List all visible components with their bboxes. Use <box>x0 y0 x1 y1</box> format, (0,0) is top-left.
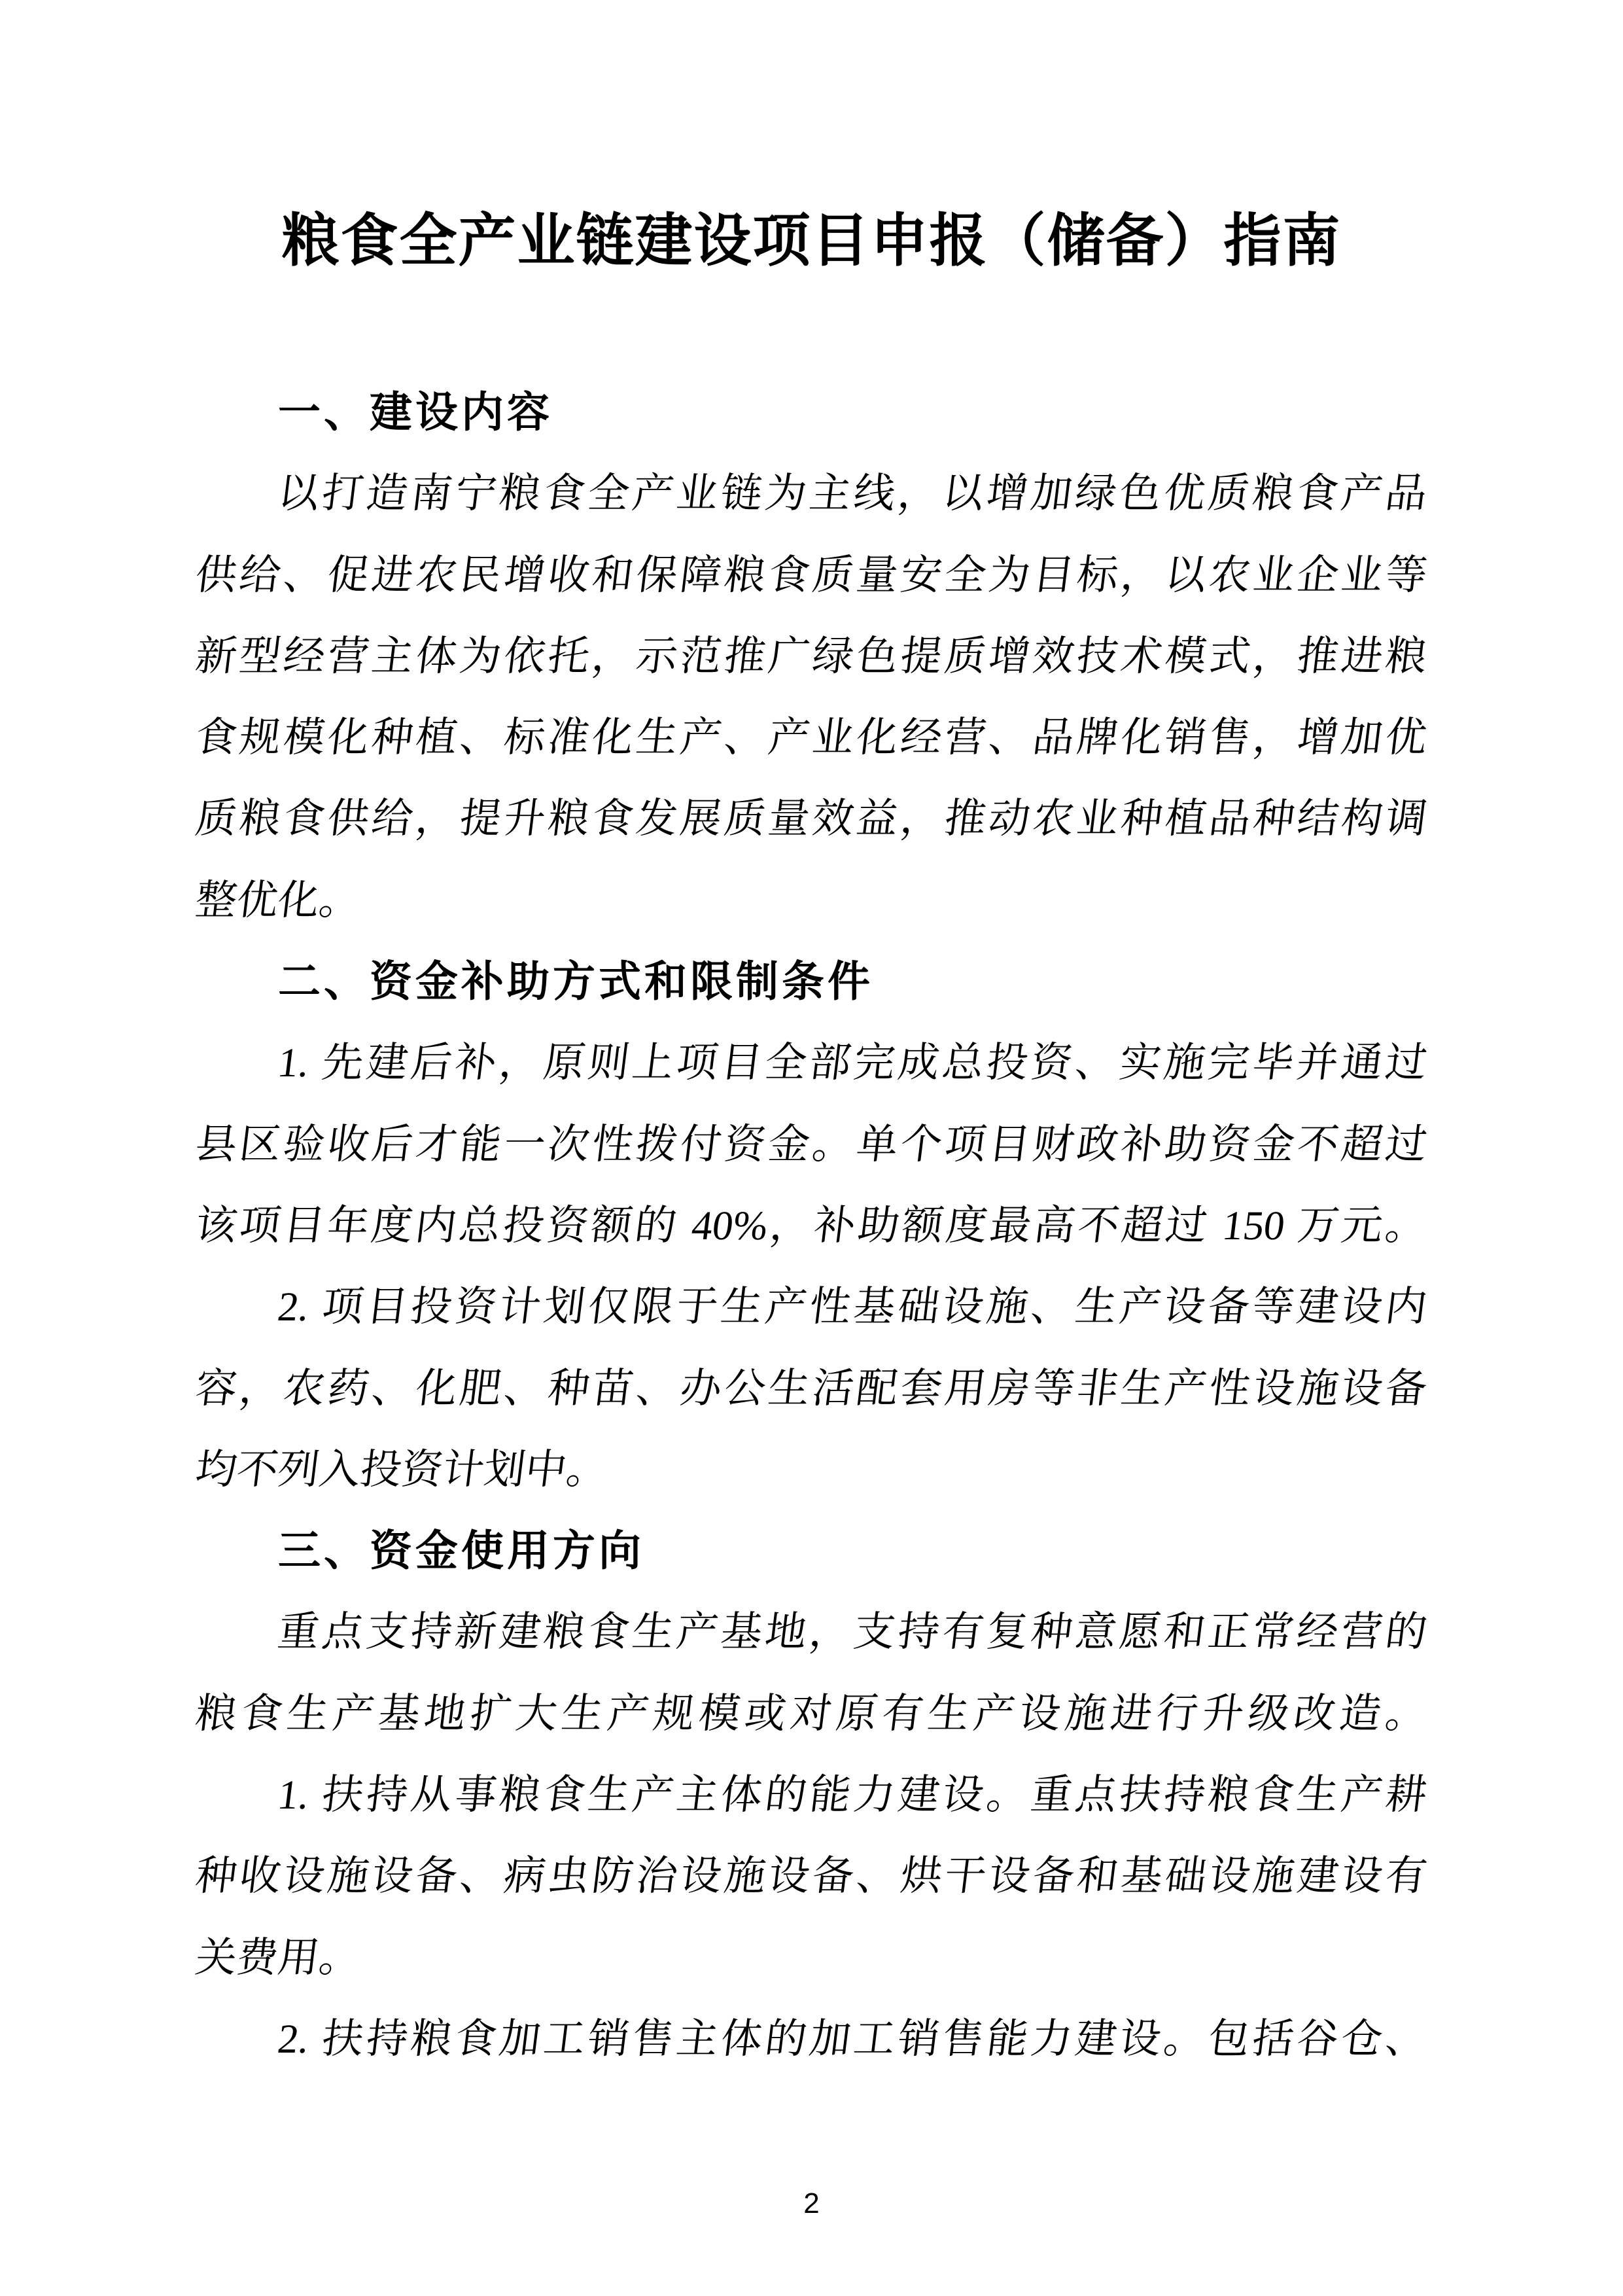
body-line: 该项目年度内总投资额的 40%，补助额度最高不超过 150 万元。 <box>192 1202 1430 1248</box>
body-line: 重点支持新建粮食生产基地，支持有复种意愿和正常经营的 <box>275 1609 1430 1655</box>
body-line: 关费用。 <box>192 1934 364 1981</box>
section-heading-1: 一、建设内容 <box>278 388 553 436</box>
body-line: 粮食生产基地扩大生产规模或对原有生产设施进行升级改造。 <box>192 1690 1430 1737</box>
section-heading-3: 三、资金使用方向 <box>278 1527 645 1575</box>
document-title: 粮食全产业链建设项目申报（储备）指南 <box>281 210 1342 274</box>
body-line: 新型经营主体为依托，示范推广绿色提质增效技术模式，推进粮 <box>192 633 1430 679</box>
body-line: 2. 扶持粮食加工销售主体的加工销售能力建设。包括谷仓、 <box>275 2015 1430 2062</box>
document-body <box>192 372 1430 2079</box>
page-number: 2 <box>803 2187 820 2219</box>
body-line: 以打造南宁粮食全产业链为主线，以增加绿色优质粮食产品 <box>275 470 1430 517</box>
body-line: 1. 先建后补，原则上项目全部完成总投资、实施完毕并通过 <box>275 1040 1430 1086</box>
body-line: 种收设施设备、病虫防治设施设备、烘干设备和基础设施建设有 <box>192 1853 1430 1899</box>
body-line: 县区验收后才能一次性拨付资金。单个项目财政补助资金不超过 <box>192 1121 1430 1167</box>
body-line: 2. 项目投资计划仅限于生产性基础设施、生产设备等建设内 <box>275 1284 1430 1330</box>
body-line: 均不列入投资计划中。 <box>192 1446 611 1492</box>
body-line: 质粮食供给，提升粮食发展质量效益，推动农业种植品种结构调 <box>192 796 1430 842</box>
section-heading-2: 二、资金补助方式和限制条件 <box>278 957 874 1006</box>
body-line: 食规模化种植、标准化生产、产业化经营、品牌化销售，增加优 <box>192 715 1430 761</box>
body-line: 整优化。 <box>192 877 364 923</box>
body-line: 容，农药、化肥、种苗、办公生活配套用房等非生产性设施设备 <box>192 1365 1430 1411</box>
body-line: 1. 扶持从事粮食生产主体的能力建设。重点扶持粮食生产耕 <box>275 1772 1430 1818</box>
body-line: 供给、促进农民增收和保障粮食质量安全为目标，以农业企业等 <box>192 552 1430 598</box>
